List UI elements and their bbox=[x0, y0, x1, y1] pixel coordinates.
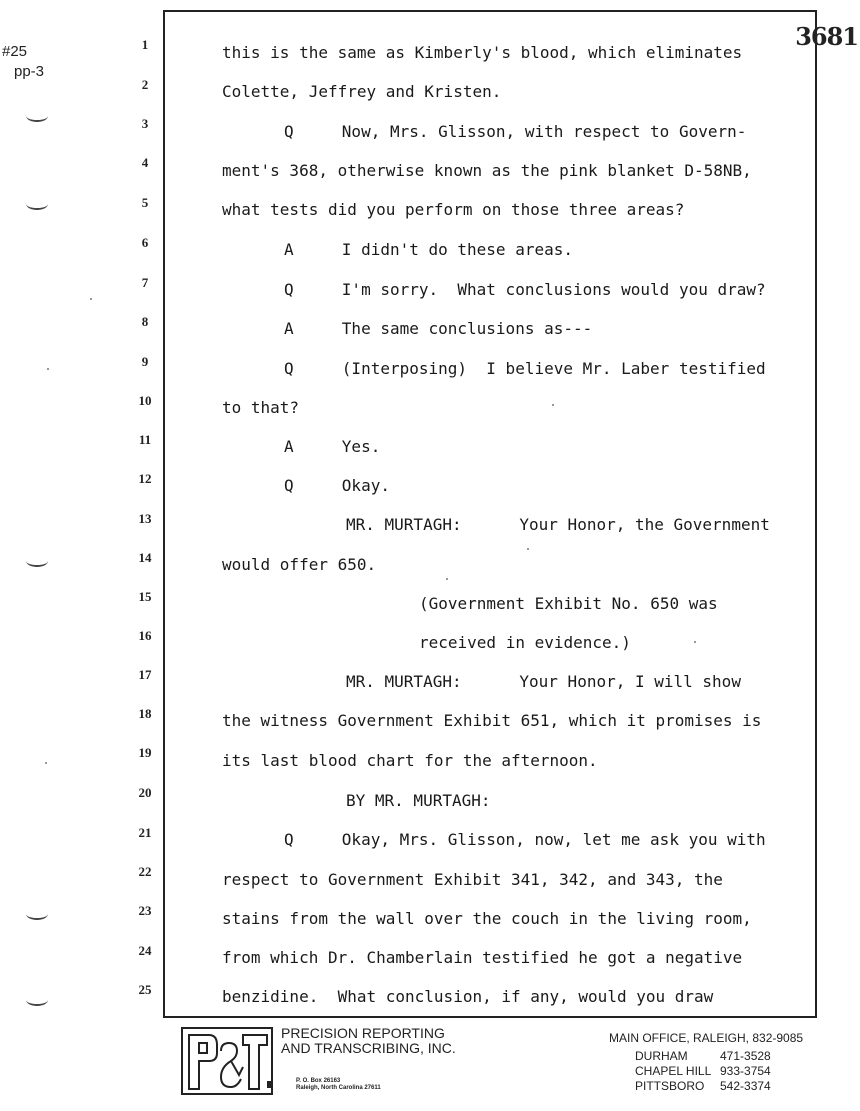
line-number: 7 bbox=[141, 275, 149, 290]
transcript-line: benzidine. What conclusion, if any, would you draw bbox=[222, 987, 714, 1006]
line-number: 19 bbox=[138, 745, 152, 760]
company-line-2: AND TRANSCRIBING, INC. bbox=[281, 1040, 456, 1056]
line-number: 2 bbox=[141, 77, 149, 92]
binding-mark bbox=[26, 555, 48, 567]
transcript-line: A The same conclusions as--- bbox=[284, 319, 593, 338]
company-logo bbox=[181, 1027, 273, 1095]
transcript-line: Colette, Jeffrey and Kristen. bbox=[222, 82, 502, 101]
transcript-line: Q Okay, Mrs. Glisson, now, let me ask you with bbox=[284, 830, 766, 849]
transcript-line: (Government Exhibit No. 650 was bbox=[419, 594, 718, 613]
margin-note-tape-number: #25 bbox=[2, 43, 28, 60]
office-row bbox=[635, 1079, 785, 1093]
transcript-line: Q (Interposing) I believe Mr. Laber testified bbox=[284, 359, 766, 378]
line-number: 11 bbox=[138, 432, 152, 447]
scan-speck bbox=[45, 762, 47, 764]
line-number: 23 bbox=[138, 903, 152, 918]
footer bbox=[0, 1023, 860, 1111]
transcript-line: Q I'm sorry. What conclusions would you draw? bbox=[284, 280, 766, 299]
transcript-line: would offer 650. bbox=[222, 555, 377, 574]
transcript-line: A Yes. bbox=[284, 437, 381, 456]
scan-speck bbox=[90, 298, 92, 300]
line-number: 21 bbox=[138, 825, 152, 840]
transcript-line: the witness Government Exhibit 651, which it promises is bbox=[222, 711, 762, 730]
office-city: PITTSBORO bbox=[635, 1079, 705, 1093]
scan-speck bbox=[47, 368, 49, 370]
office-phone: 471-3528 bbox=[720, 1049, 771, 1063]
company-line-1: PRECISION REPORTING bbox=[281, 1025, 445, 1041]
address-line-1: P. O. Box 26163 bbox=[296, 1078, 341, 1084]
transcript-line: A I didn't do these areas. bbox=[284, 240, 573, 259]
transcript-line: MR. MURTAGH: Your Honor, I will show bbox=[346, 672, 741, 691]
transcript-line: what tests did you perform on those three areas? bbox=[222, 200, 685, 219]
line-number: 17 bbox=[138, 667, 152, 682]
transcript-line: its last blood chart for the afternoon. bbox=[222, 751, 598, 770]
office-row bbox=[635, 1049, 785, 1063]
line-number: 24 bbox=[138, 943, 152, 958]
scan-speck bbox=[446, 578, 448, 580]
margin-note-page-range: pp-3 bbox=[14, 63, 45, 80]
line-number: 8 bbox=[141, 314, 149, 329]
page-number: 3681 bbox=[795, 22, 858, 51]
transcript-line: Q Okay. bbox=[284, 476, 390, 495]
line-number: 6 bbox=[141, 235, 149, 250]
line-number: 22 bbox=[138, 864, 152, 879]
transcript-line: MR. MURTAGH: Your Honor, the Government bbox=[346, 515, 770, 534]
line-number: 13 bbox=[138, 511, 152, 526]
line-number: 18 bbox=[138, 706, 152, 721]
office-phone: 933-3754 bbox=[720, 1064, 771, 1078]
binding-mark bbox=[26, 198, 48, 210]
transcript-line: BY MR. MURTAGH: bbox=[346, 791, 491, 810]
binding-mark bbox=[26, 994, 48, 1006]
transcript-line: from which Dr. Chamberlain testified he got a negative bbox=[222, 948, 743, 967]
scan-speck bbox=[552, 404, 554, 406]
line-number: 25 bbox=[138, 982, 152, 997]
line-number: 9 bbox=[141, 354, 149, 369]
office-row bbox=[635, 1064, 785, 1078]
transcript-line: this is the same as Kimberly's blood, which eliminates bbox=[222, 43, 743, 62]
transcript-line: ment's 368, otherwise known as the pink blanket D-58NB, bbox=[222, 161, 752, 180]
scan-speck bbox=[527, 548, 529, 550]
line-number: 14 bbox=[138, 550, 152, 565]
binding-mark bbox=[26, 908, 48, 920]
office-city: CHAPEL HILL bbox=[635, 1064, 712, 1078]
transcript-line: Q Now, Mrs. Glisson, with respect to Govern- bbox=[284, 122, 747, 141]
transcript-line: stains from the wall over the couch in the living room, bbox=[222, 909, 752, 928]
address-line-2: Raleigh, North Carolina 27611 bbox=[296, 1085, 381, 1091]
line-number: 10 bbox=[138, 393, 152, 408]
line-number: 1 bbox=[141, 37, 149, 52]
line-number: 12 bbox=[138, 471, 152, 486]
line-number: 5 bbox=[141, 195, 149, 210]
transcript-line: to that? bbox=[222, 398, 300, 417]
line-number: 4 bbox=[141, 155, 149, 170]
line-number: 20 bbox=[138, 785, 152, 800]
scan-speck bbox=[694, 641, 696, 643]
binding-mark bbox=[26, 110, 48, 122]
main-office: MAIN OFFICE, RALEIGH, 832-9085 bbox=[609, 1031, 804, 1045]
line-number: 16 bbox=[138, 628, 152, 643]
office-phone: 542-3374 bbox=[720, 1079, 771, 1093]
transcript-line: received in evidence.) bbox=[419, 633, 631, 652]
company-name bbox=[281, 1026, 456, 1056]
line-number: 3 bbox=[141, 116, 149, 131]
line-number: 15 bbox=[138, 589, 152, 604]
company-address bbox=[296, 1078, 381, 1092]
office-city: DURHAM bbox=[635, 1049, 688, 1063]
transcript-line: respect to Government Exhibit 341, 342, and 343, the bbox=[222, 870, 723, 889]
